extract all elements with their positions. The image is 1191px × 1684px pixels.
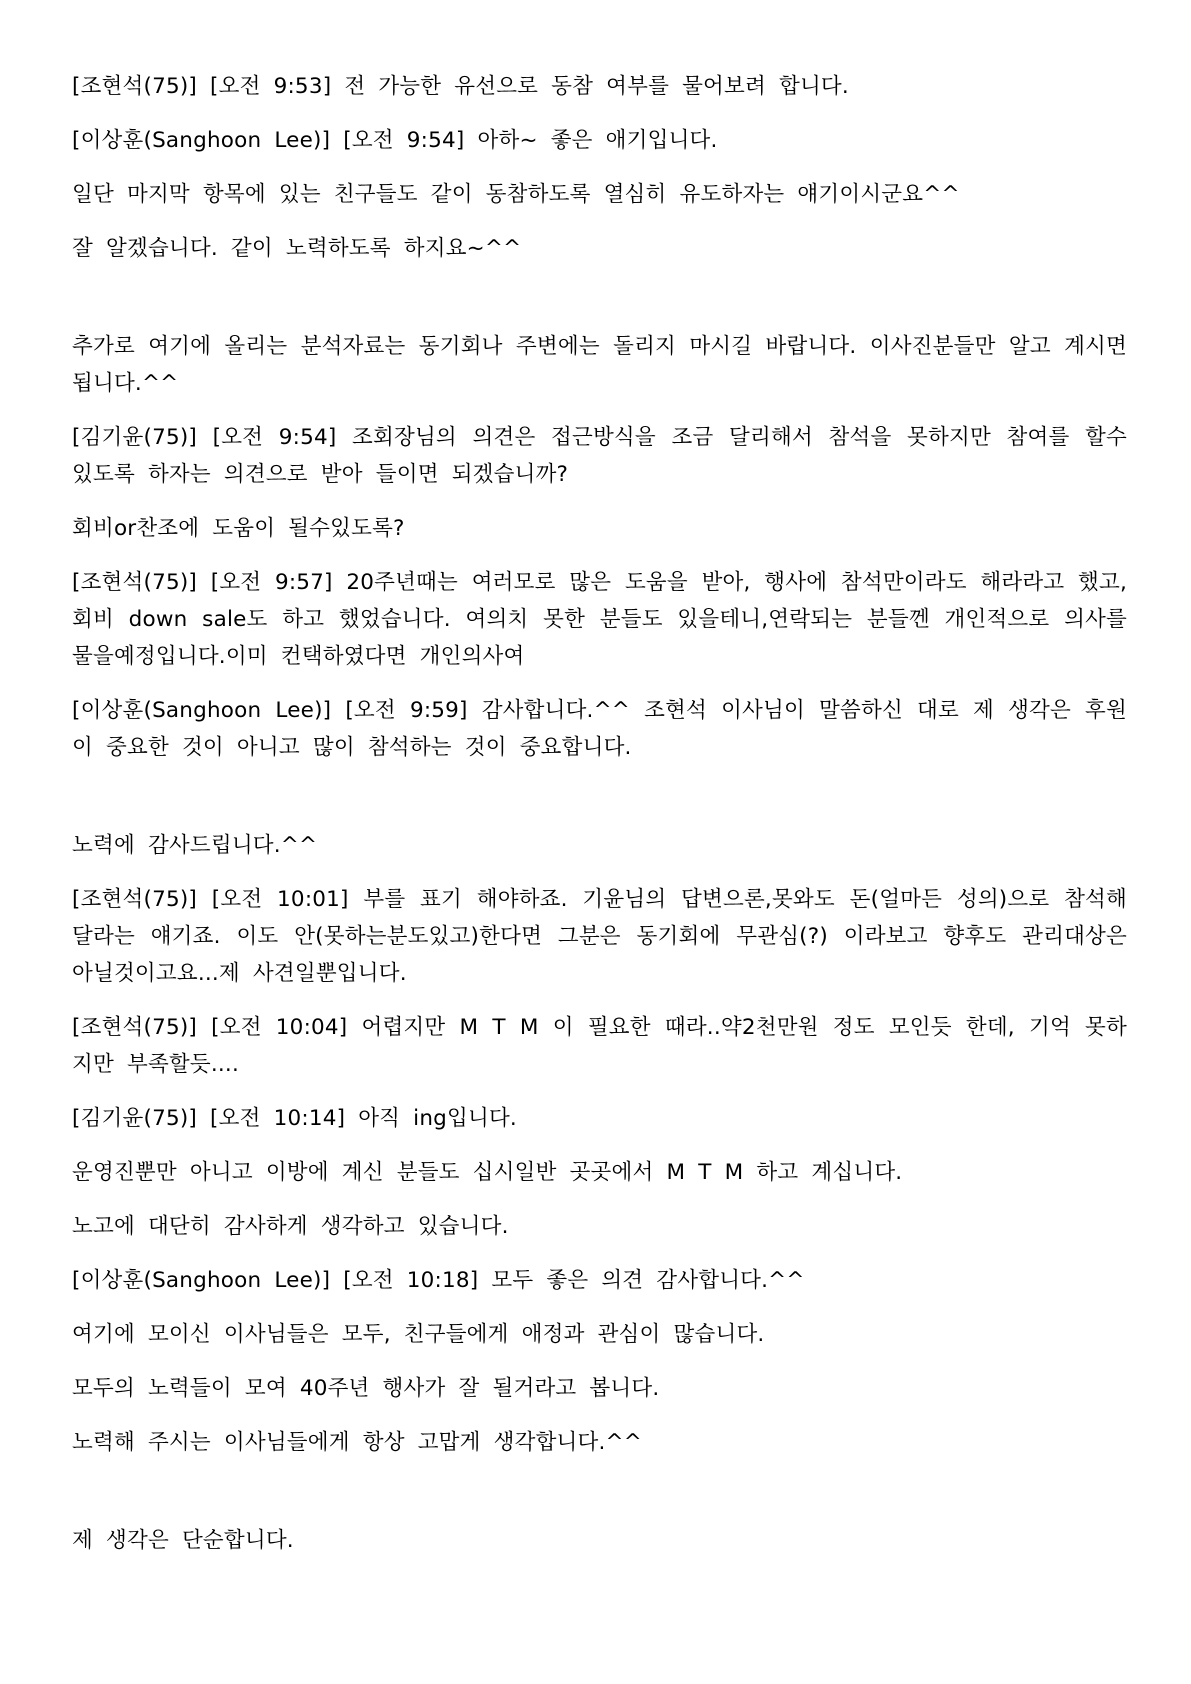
- chat-message: 노력에 감사드립니다.^^: [72, 833, 318, 858]
- chat-message: 노고에 대단히 감사하게 생각하고 있습니다.: [72, 1214, 509, 1239]
- chat-message: [조현석(75)] [오전 10:01] 부를 표기 해야하죠. 기윤님의 답변으론,못와도 돈(얼마든 성의)으로 참석해달라는 얘기죠. 이도 안(못하는분도있고)한다면 그분은 동기회에 무관심(?) 이라보고 향후도 관리대상은 아닐것이고요...제 사견일뿐입니다.: [72, 887, 1127, 986]
- chat-message: 제 생각은 단순합니다.: [72, 1528, 294, 1553]
- chat-message: 운영진뿐만 아니고 이방에 계신 분들도 십시일반 곳곳에서 M T M 하고 계십니다.: [72, 1160, 903, 1185]
- chat-message: 잘 알겠습니다. 같이 노력하도록 하지요~^^: [72, 236, 522, 261]
- chat-message: [이상훈(Sanghoon Lee)] [오전 9:59] 감사합니다.^^ 조현석 이사님이 말씀하신 대로 제 생각은 후원이 중요한 것이 아니고 많이 참석하는 것이 중요합니다.: [72, 698, 1127, 760]
- chat-message: [조현석(75)] [오전 10:04] 어렵지만 M T M 이 필요한 때라..약2천만원 정도 모인듯 한데, 기억 못하지만 부족할듯....: [72, 1015, 1127, 1077]
- chat-message: 노력해 주시는 이사님들에게 항상 고맙게 생각합니다.^^: [72, 1430, 642, 1455]
- chat-message: 모두의 노력들이 모여 40주년 행사가 잘 될거라고 봅니다.: [72, 1376, 660, 1401]
- chat-message: [조현석(75)] [오전 9:53] 전 가능한 유선으로 동참 여부를 물어보려 합니다.: [72, 74, 849, 99]
- blank-line: [72, 783, 1127, 827]
- chat-message: 일단 마지막 항목에 있는 친구들도 같이 동참하도록 열심히 유도하자는 얘기이시군요^^: [72, 182, 960, 207]
- chat-message: [김기윤(75)] [오전 9:54] 조회장님의 의견은 접근방식을 조금 달리해서 참석을 못하지만 참여를 할수 있도록 하자는 의견으로 받아 들이면 되겠습니까?: [72, 425, 1127, 487]
- blank-line: [72, 284, 1127, 328]
- blank-line: [72, 1478, 1127, 1522]
- chat-message: 회비or찬조에 도움이 될수있도록?: [72, 516, 405, 541]
- chat-message: [조현석(75)] [오전 9:57] 20주년때는 여러모로 많은 도움을 받아, 행사에 참석만이라도 해라라고 했고,회비 down sale도 하고 했었습니다. 여의치 못한 분들도 있을테니,연락되는 분들껜 개인적으로 의사를 물을예정입니다.이미 컨택하였다면 개인의사여: [72, 570, 1127, 669]
- chat-message: [이상훈(Sanghoon Lee)] [오전 9:54] 아하~ 좋은 애기입니다.: [72, 128, 718, 153]
- document-page: [72, 68, 1127, 1576]
- chat-message: 추가로 여기에 올리는 분석자료는 동기회나 주변에는 돌리지 마시길 바랍니다. 이사진분들만 알고 계시면 됩니다.^^: [72, 334, 1127, 396]
- chat-message: [김기윤(75)] [오전 10:14] 아직 ing입니다.: [72, 1106, 517, 1131]
- chat-message: 여기에 모이신 이사님들은 모두, 친구들에게 애정과 관심이 많습니다.: [72, 1322, 765, 1347]
- chat-message: [이상훈(Sanghoon Lee)] [오전 10:18] 모두 좋은 의견 감사합니다.^^: [72, 1268, 805, 1293]
